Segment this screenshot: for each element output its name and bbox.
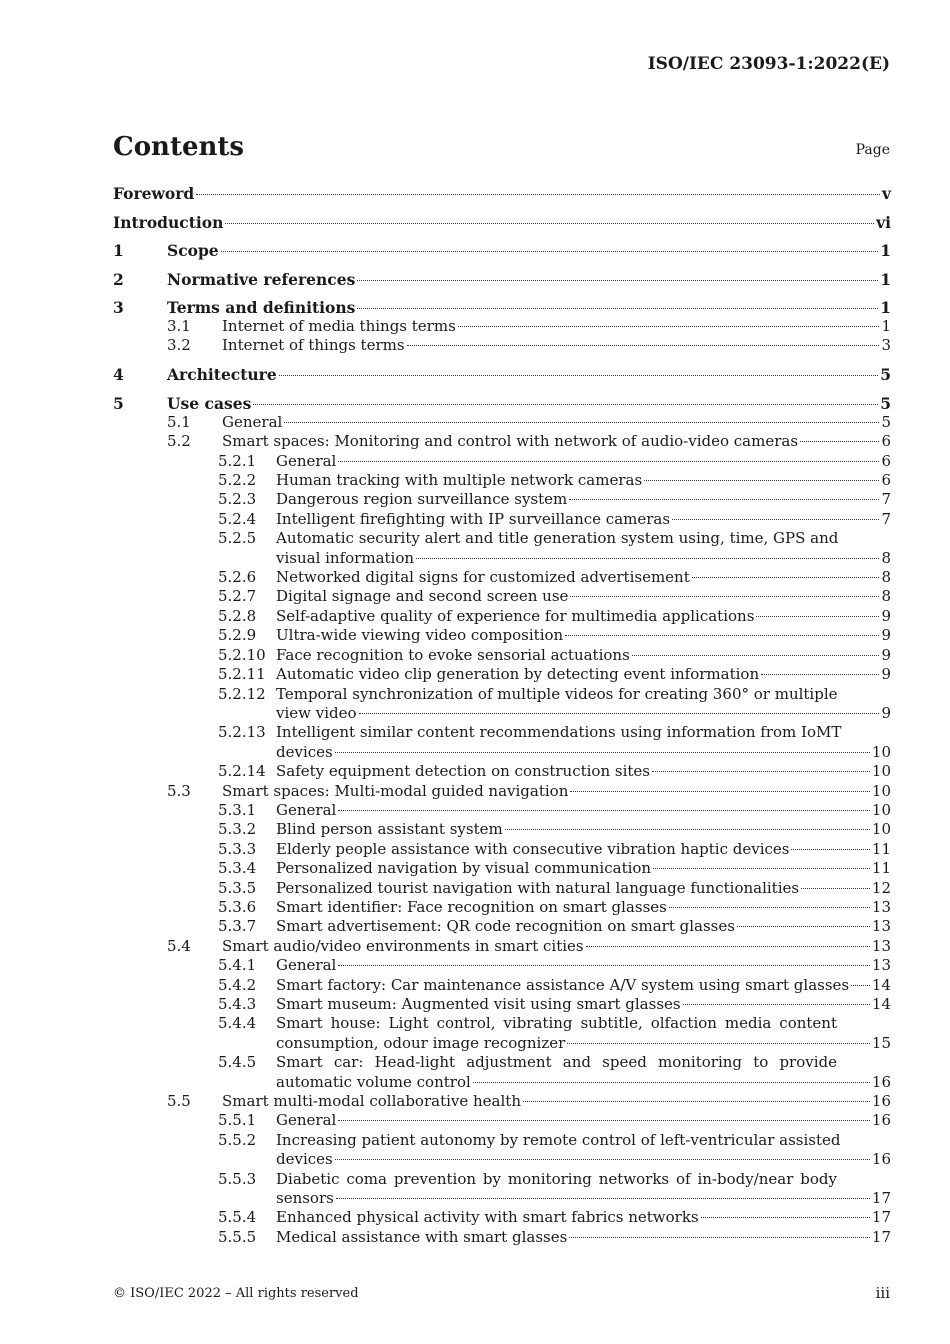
- toc-entry-number: 5.2.1: [218, 451, 257, 470]
- toc-entry[interactable]: [113, 685, 891, 724]
- toc-entry-number: 5.4.2: [218, 975, 257, 994]
- dot-leader: [737, 926, 870, 927]
- toc-entry-title-line: Diabetic coma prevention by monitoring networks of in-body/near body: [276, 1169, 837, 1188]
- toc-entry-number: 5.3.4: [218, 859, 257, 878]
- toc-entry-title: Enhanced physical activity with smart fabrics networks: [276, 1208, 699, 1227]
- toc-entry[interactable]: [113, 490, 891, 509]
- toc-entry-page: 10: [871, 781, 891, 800]
- toc-entry-page: 16: [871, 1092, 891, 1111]
- toc-entry-page: vi: [876, 212, 891, 232]
- toc-entry[interactable]: [113, 298, 891, 317]
- toc-entry[interactable]: [113, 413, 891, 432]
- toc-entry-title: Dangerous region surveillance system: [276, 490, 568, 509]
- toc-entry[interactable]: [113, 995, 891, 1014]
- toc-entry-title: Smart identifier: Face recognition on smart glasses: [276, 897, 667, 916]
- toc-entry-title: General: [276, 1111, 337, 1130]
- toc-entry-number: 5.3: [167, 781, 191, 800]
- dot-leader: [567, 1043, 870, 1044]
- table-of-contents: [113, 184, 891, 1247]
- dot-leader: [652, 771, 870, 772]
- toc-entry-page: v: [881, 184, 891, 203]
- dot-leader: [523, 1101, 870, 1102]
- toc-entry-page: 8: [881, 568, 891, 587]
- dot-leader: [458, 326, 880, 327]
- toc-entry-number: 5.2.3: [218, 490, 257, 509]
- toc-entry-page: 5: [880, 393, 891, 413]
- toc-entry-page: 6: [881, 471, 891, 490]
- dot-leader: [756, 616, 879, 617]
- toc-entry-page: 17: [871, 1189, 891, 1208]
- dot-leader: [644, 480, 879, 481]
- toc-entry-page: 16: [871, 1150, 891, 1169]
- dot-leader: [338, 810, 870, 811]
- dot-leader: [335, 752, 870, 753]
- toc-entry[interactable]: [113, 184, 891, 203]
- toc-entry[interactable]: [113, 1131, 891, 1170]
- toc-entry-number: 3.1: [167, 317, 191, 335]
- dot-leader: [569, 499, 879, 500]
- dot-leader: [692, 577, 880, 578]
- toc-entry-page: 6: [881, 432, 891, 451]
- toc-entry-page: 10: [871, 742, 891, 761]
- toc-entry-title: Personalized navigation by visual communication: [276, 859, 652, 878]
- toc-entry-page: 9: [881, 626, 891, 645]
- toc-entry-number: 4: [113, 365, 124, 385]
- toc-entry[interactable]: [113, 432, 891, 451]
- toc-entry[interactable]: [113, 394, 891, 413]
- toc-entry-number: 5.3.3: [218, 839, 257, 858]
- toc-entry[interactable]: [113, 840, 891, 859]
- toc-entry-title: Intelligent firefighting with IP surveillance cameras: [276, 509, 671, 528]
- toc-entry-number: 5.2.9: [218, 626, 257, 645]
- toc-entry[interactable]: [113, 937, 891, 956]
- dot-leader: [701, 1217, 870, 1218]
- toc-entry-number: 5.3.6: [218, 897, 257, 916]
- toc-entry-title: Automatic video clip generation by detecting event information: [276, 665, 760, 684]
- toc-entry-title: Internet of things terms: [222, 336, 405, 355]
- toc-entry-title: Networked digital signs for customized advertisement: [276, 568, 690, 587]
- toc-entry[interactable]: [113, 646, 891, 665]
- toc-entry-number: 5.2.2: [218, 471, 257, 490]
- dot-leader: [569, 1237, 870, 1238]
- toc-entry-title-line: Increasing patient autonomy by remote control of left-ventricular assisted: [276, 1130, 841, 1149]
- toc-entry-number: 5.4.1: [218, 956, 257, 975]
- toc-entry[interactable]: [113, 1014, 891, 1053]
- toc-entry-page: 8: [881, 587, 891, 606]
- toc-entry[interactable]: [113, 317, 891, 336]
- toc-entry-title-line: Smart house: Light control, vibrating subtitle, olfaction media content: [276, 1014, 837, 1033]
- toc-entry[interactable]: [113, 270, 891, 289]
- toc-entry[interactable]: [113, 1092, 891, 1111]
- toc-entry-page: 17: [871, 1227, 891, 1246]
- dot-leader: [416, 558, 879, 559]
- dot-leader: [253, 404, 878, 405]
- toc-entry-number: 5.3.1: [218, 800, 257, 819]
- toc-entry-page: 11: [871, 859, 891, 878]
- toc-entry[interactable]: [113, 568, 891, 587]
- toc-entry-number: 5.5.4: [218, 1208, 257, 1227]
- dot-leader: [338, 461, 879, 462]
- toc-entry-number: 5.2.8: [218, 606, 257, 625]
- toc-entry-title: General: [276, 956, 337, 975]
- toc-entry-title: Scope: [167, 241, 219, 260]
- toc-entry-title: Internet of media things terms: [222, 317, 456, 335]
- toc-entry-title: General: [222, 412, 283, 431]
- toc-entry-title-line: Temporal synchronization of multiple videos for creating 360° or multiple: [276, 684, 838, 703]
- toc-entry-title: General: [276, 800, 337, 819]
- toc-entry-title: Face recognition to evoke sensorial actuations: [276, 645, 630, 664]
- toc-entry-title: consumption, odour image recognizer: [276, 1033, 566, 1052]
- toc-entry-number: 5.5: [167, 1092, 191, 1111]
- toc-entry[interactable]: [113, 820, 891, 839]
- dot-leader: [279, 375, 878, 376]
- dot-leader: [335, 1159, 870, 1160]
- dot-leader: [800, 441, 879, 442]
- toc-entry-title: Smart advertisement: QR code recognition on smart glasses: [276, 917, 735, 936]
- dot-leader: [570, 791, 870, 792]
- dot-leader: [336, 1198, 870, 1199]
- toc-entry-number: 5.3.5: [218, 878, 257, 897]
- toc-entry-page: 7: [881, 509, 891, 528]
- dot-leader: [570, 596, 879, 597]
- toc-entry-page: 1: [880, 269, 891, 289]
- toc-entry-page: 7: [881, 490, 891, 509]
- toc-entry[interactable]: [113, 336, 891, 355]
- toc-entry-title: Medical assistance with smart glasses: [276, 1227, 568, 1246]
- toc-entry-number: 3.2: [167, 336, 191, 355]
- toc-entry-title: Architecture: [167, 365, 277, 385]
- toc-entry-number: 5: [113, 393, 124, 413]
- dot-leader: [196, 194, 880, 195]
- toc-entry-page: 11: [871, 839, 891, 858]
- toc-entry-page: 10: [871, 762, 891, 781]
- toc-entry-page: 16: [871, 1111, 891, 1130]
- toc-entry[interactable]: [113, 976, 891, 995]
- toc-entry-title: automatic volume control: [276, 1072, 471, 1091]
- toc-entry-page: 5: [881, 412, 891, 431]
- toc-entry[interactable]: [113, 471, 891, 490]
- toc-entry[interactable]: [113, 213, 891, 232]
- dot-leader: [505, 829, 870, 830]
- toc-entry[interactable]: [113, 1228, 891, 1247]
- toc-entry-page: 9: [881, 606, 891, 625]
- dot-leader: [801, 888, 870, 889]
- toc-entry-number: 5.5.3: [218, 1169, 257, 1188]
- toc-entry-title: Smart museum: Augmented visit using smart glasses: [276, 995, 681, 1013]
- dot-leader: [586, 946, 870, 947]
- dot-leader: [338, 1120, 870, 1121]
- toc-entry-number: 5.2.5: [218, 529, 257, 548]
- dot-leader: [761, 674, 879, 675]
- toc-entry-title: visual information: [276, 548, 415, 567]
- toc-entry-title: Terms and definitions: [167, 298, 356, 317]
- toc-entry[interactable]: [113, 917, 891, 936]
- toc-entry[interactable]: [113, 782, 891, 801]
- toc-entry-title: Human tracking with multiple network cameras: [276, 471, 643, 490]
- dot-leader: [653, 868, 870, 869]
- toc-entry-page: 1: [880, 298, 891, 317]
- toc-entry[interactable]: [113, 879, 891, 898]
- toc-entry-number: 5.4.3: [218, 995, 257, 1013]
- toc-entry-number: 5.2.14: [218, 762, 266, 781]
- toc-entry-title: Foreword: [113, 184, 195, 203]
- toc-entry-number: 5.3.7: [218, 917, 257, 936]
- toc-entry-number: 5.3.2: [218, 820, 257, 839]
- toc-entry-number: 5.4.4: [218, 1014, 257, 1033]
- toc-entry-number: 5.5.1: [218, 1111, 257, 1130]
- toc-entry-title: Smart multi-modal collaborative health: [222, 1092, 521, 1111]
- toc-entry-title: Normative references: [167, 269, 356, 289]
- dot-leader: [338, 965, 870, 966]
- toc-entry[interactable]: [113, 452, 891, 471]
- toc-entry-title: devices: [276, 742, 333, 761]
- toc-entry[interactable]: [113, 241, 891, 260]
- toc-entry-title: Personalized tourist navigation with natural language functionalities: [276, 878, 800, 897]
- toc-entry[interactable]: [113, 529, 891, 568]
- toc-entry-title: Smart spaces: Multi-modal guided navigation: [222, 781, 569, 800]
- dot-leader: [225, 223, 874, 224]
- dot-leader: [851, 985, 870, 986]
- toc-entry-page: 9: [881, 665, 891, 684]
- dot-leader: [359, 713, 880, 714]
- toc-entry-page: 5: [880, 365, 891, 385]
- document-code: ISO/IEC 23093-1:2022(E): [647, 54, 890, 74]
- toc-entry-number: 5.2.10: [218, 645, 266, 664]
- toc-entry-number: 2: [113, 269, 124, 289]
- toc-entry-page: 6: [881, 451, 891, 470]
- dot-leader: [357, 308, 878, 309]
- toc-entry-page: 14: [871, 975, 891, 994]
- toc-entry-title: devices: [276, 1150, 333, 1169]
- toc-entry-number: 5.5.2: [218, 1130, 257, 1149]
- toc-entry[interactable]: [113, 956, 891, 975]
- toc-entry-page: 13: [871, 897, 891, 916]
- toc-entry[interactable]: [113, 898, 891, 917]
- toc-entry-page: 3: [881, 336, 891, 355]
- toc-entry[interactable]: [113, 587, 891, 606]
- toc-entry-title-line: Automatic security alert and title generation system using, time, GPS and: [276, 529, 839, 548]
- toc-entry-number: 5.5.5: [218, 1227, 257, 1246]
- toc-entry-title: Introduction: [113, 212, 224, 232]
- toc-entry-number: 5.2.4: [218, 509, 257, 528]
- dot-leader: [669, 907, 870, 908]
- toc-entry-page: 14: [871, 995, 891, 1013]
- copyright-notice: © ISO/IEC 2022 – All rights reserved: [113, 1286, 359, 1301]
- toc-entry-number: 5.2: [167, 432, 191, 451]
- dot-leader: [357, 280, 878, 281]
- toc-entry-number: 3: [113, 298, 124, 317]
- toc-entry[interactable]: [113, 365, 891, 384]
- toc-entry-number: 5.4.5: [218, 1053, 257, 1072]
- toc-entry-title-line: Intelligent similar content recommendations using information from IoMT: [276, 723, 842, 742]
- toc-entry-title: Self-adaptive quality of experience for multimedia applications: [276, 606, 755, 625]
- page-number: iii: [875, 1284, 890, 1302]
- toc-entry-page: 9: [881, 703, 891, 722]
- toc-entry-title: Use cases: [167, 393, 252, 413]
- toc-entry-title: Smart factory: Car maintenance assistance A/V system using smart glasses: [276, 975, 850, 994]
- toc-entry-title: Elderly people assistance with consecutive vibration haptic devices: [276, 839, 790, 858]
- toc-entry-number: 5.2.13: [218, 723, 266, 742]
- toc-entry-page: 12: [871, 878, 891, 897]
- toc-entry[interactable]: [113, 1170, 891, 1209]
- toc-entry-number: 5.2.6: [218, 568, 257, 587]
- toc-entry-page: 16: [871, 1072, 891, 1091]
- toc-entry-page: 10: [871, 820, 891, 839]
- toc-entry[interactable]: [113, 859, 891, 878]
- toc-entry-title: sensors: [276, 1189, 334, 1208]
- toc-entry[interactable]: [113, 510, 891, 529]
- toc-entry[interactable]: [113, 607, 891, 626]
- toc-entry-page: 10: [871, 800, 891, 819]
- dot-leader: [221, 251, 879, 252]
- toc-entry-page: 15: [871, 1033, 891, 1052]
- toc-entry-page: 1: [881, 317, 891, 335]
- toc-entry-title: General: [276, 451, 337, 470]
- toc-entry-title: view video: [276, 703, 357, 722]
- toc-entry-title: Smart spaces: Monitoring and control with network of audio-video cameras: [222, 432, 799, 451]
- toc-entry-title: Safety equipment detection on construction sites: [276, 762, 650, 781]
- toc-entry[interactable]: [113, 665, 891, 684]
- toc-entry[interactable]: [113, 723, 891, 762]
- toc-entry-page: 17: [871, 1208, 891, 1227]
- dot-leader: [791, 849, 869, 850]
- toc-entry[interactable]: [113, 1053, 891, 1092]
- toc-entry-number: 5.1: [167, 412, 191, 431]
- page-column-label: Page: [855, 142, 890, 158]
- toc-entry-title: Smart audio/video environments in smart cities: [222, 936, 584, 955]
- toc-entry-page: 8: [881, 548, 891, 567]
- toc-entry-number: 5.4: [167, 936, 191, 955]
- toc-entry-page: 9: [881, 645, 891, 664]
- dot-leader: [284, 422, 879, 423]
- toc-entry[interactable]: [113, 1111, 891, 1130]
- dot-leader: [672, 519, 879, 520]
- toc-entry-title-line: Smart car: Head-light adjustment and speed monitoring to provide: [276, 1053, 837, 1072]
- toc-entry[interactable]: [113, 1208, 891, 1227]
- toc-entry-title: Digital signage and second screen use: [276, 587, 569, 606]
- toc-entry-page: 13: [871, 936, 891, 955]
- toc-entry-page: 13: [871, 917, 891, 936]
- toc-entry-title: Ultra-wide viewing video composition: [276, 626, 564, 645]
- dot-leader: [473, 1082, 870, 1083]
- toc-entry[interactable]: [113, 626, 891, 645]
- dot-leader: [632, 655, 880, 656]
- toc-entry-title: Blind person assistant system: [276, 820, 503, 839]
- toc-entry[interactable]: [113, 801, 891, 820]
- toc-entry-number: 1: [113, 241, 124, 260]
- toc-entry-page: 13: [871, 956, 891, 975]
- toc-entry-number: 5.2.7: [218, 587, 257, 606]
- toc-entry-page: 1: [880, 241, 891, 260]
- toc-entry-number: 5.2.12: [218, 684, 266, 703]
- dot-leader: [407, 345, 880, 346]
- toc-entry-number: 5.2.11: [218, 665, 266, 684]
- contents-heading: Contents: [113, 132, 245, 162]
- toc-entry[interactable]: [113, 762, 891, 781]
- dot-leader: [683, 1004, 870, 1005]
- dot-leader: [565, 635, 879, 636]
